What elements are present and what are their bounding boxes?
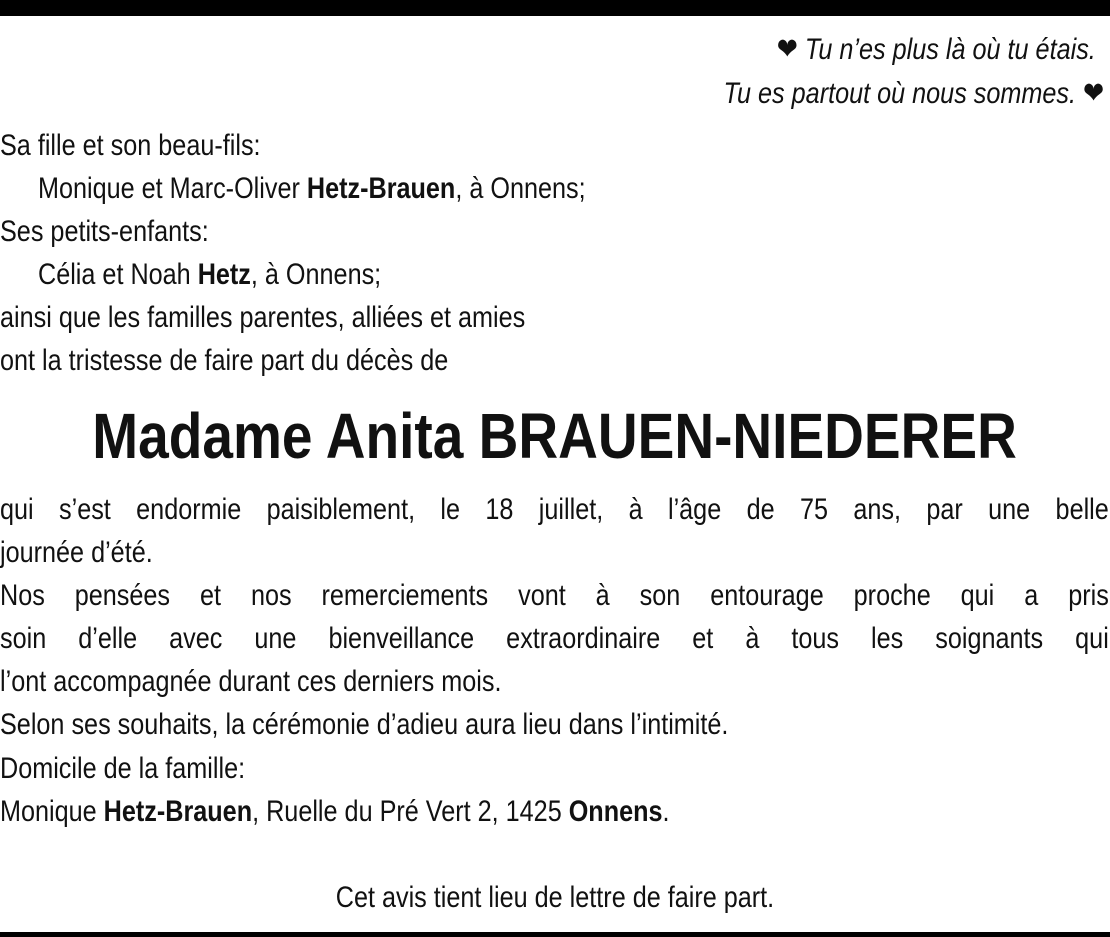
quote-text-2: Tu es partout où nous sommes.: [723, 77, 1076, 110]
top-border-rule: [0, 0, 1110, 16]
footer-note: [0, 880, 1110, 916]
address-street: , Ruelle du Pré Vert 2, 1425: [252, 795, 569, 828]
body-p3-line-1: Selon ses souhaits, la cérémonie d’adieu aura lieu dans l’intimité.: [0, 708, 729, 741]
grandchildren-location: , à Onnens;: [250, 258, 382, 291]
quote-line-1: [777, 32, 1096, 68]
grandchildren-heading: Ses petits-enfants:: [0, 215, 209, 248]
deceased-name: [0, 398, 1110, 474]
domicile-heading: Domicile de la famille:: [0, 752, 246, 785]
address-end: .: [662, 795, 670, 828]
deceased-name-text: Madame Anita BRAUEN-NIEDERER: [92, 400, 1018, 472]
body-p2-line-1: Nos pensées et nos remerciements vont à son entourage proche qui a pris: [0, 579, 1109, 612]
quote-line-2: [723, 76, 1104, 112]
body-p1-line-1: qui s’est endormie paisiblement, le 18 juillet, à l’âge de 75 ans, par une belle: [0, 493, 1109, 526]
daughter-location: , à Onnens;: [455, 172, 586, 205]
address-first-name: Monique: [0, 795, 104, 828]
announcement-line: ont la tristesse de faire part du décès de: [0, 344, 449, 377]
grandchildren-names-line: [38, 257, 381, 293]
body-p2-line-3: l’ont accompagnée durant ces derniers mois.: [0, 665, 502, 698]
footer-note-text: Cet avis tient lieu de lettre de faire part.: [335, 881, 775, 914]
relatives-line: ainsi que les familles parentes, alliées et amies: [0, 301, 526, 334]
body-p1-line-2: journée d’été.: [0, 536, 153, 569]
address-city: Onnens: [568, 795, 663, 828]
daughter-names-line: [38, 171, 586, 207]
grandchildren-names: Célia et Noah: [38, 258, 198, 291]
bottom-border-rule: [0, 932, 1110, 937]
body-p2-line-2: soin d’elle avec une bienveillance extraordinaire et à tous les soignants qui: [0, 622, 1109, 655]
daughter-surname: Hetz-Brauen: [306, 172, 456, 205]
heart-icon: ❤: [776, 33, 799, 66]
daughter-heading: Sa fille et son beau-fils:: [0, 129, 261, 162]
grandchildren-surname: Hetz: [197, 258, 251, 291]
address-surname: Hetz-Brauen: [103, 795, 253, 828]
heart-icon: ❤: [1082, 77, 1104, 110]
daughter-names: Monique et Marc-Oliver: [38, 172, 307, 205]
quote-text-1: Tu n’es plus là où tu étais.: [805, 33, 1096, 66]
family-address-line: [0, 794, 670, 830]
